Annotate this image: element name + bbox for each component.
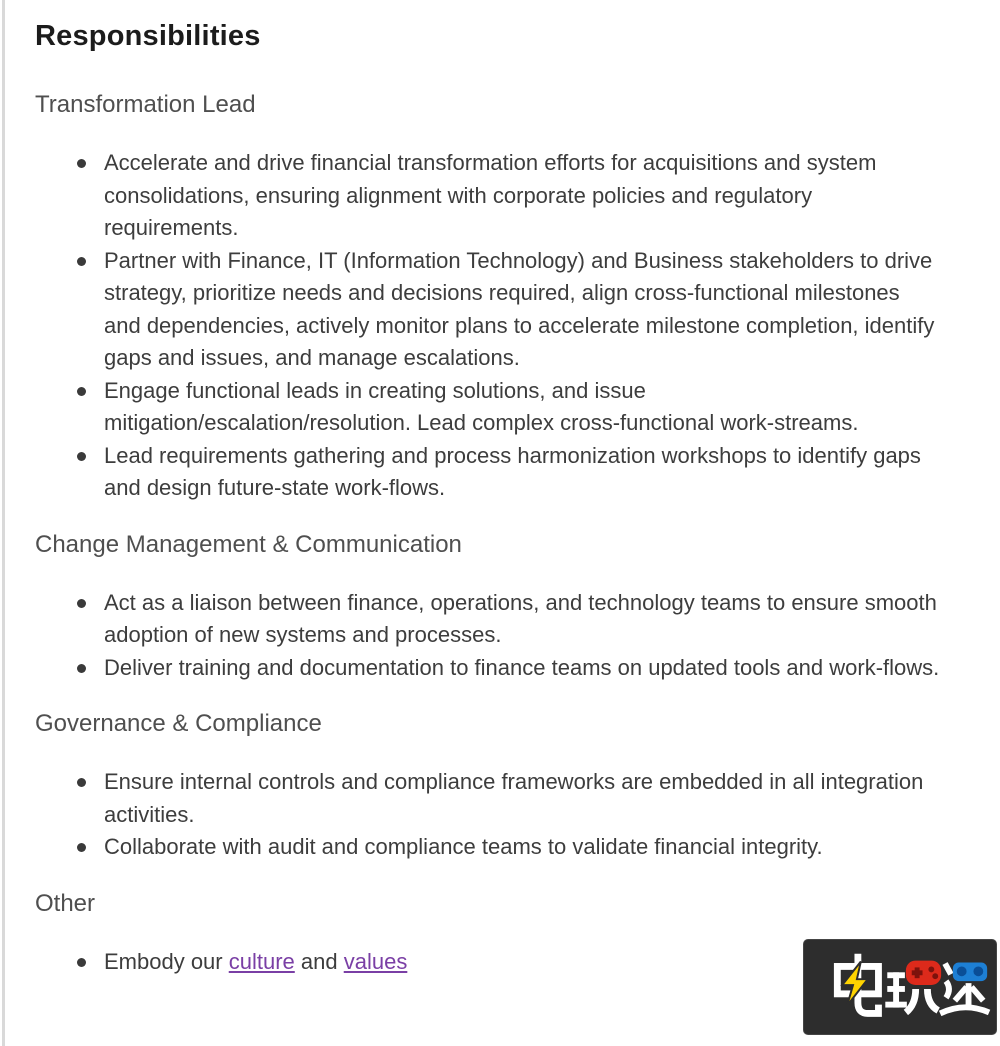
section-heading-other: Other (35, 889, 96, 917)
list-item: Partner with Finance, IT (Information Technology) and Business stakeholders to drive strategy, prioritize needs and decisions required, align cross-functional milestones and dependencies, actively monitor plans to accelerate milestone completion, identify gaps and issues, and manage escalations. (104, 245, 940, 375)
page-title: Responsibilities (35, 20, 261, 52)
values-link[interactable]: values (343, 948, 408, 974)
other-bullet-prefix: Embody our (104, 948, 229, 974)
list-item: Act as a liaison between finance, operations, and technology teams to ensure smooth adoption of new systems and processes. (104, 587, 940, 652)
watermark-logo-graphic (804, 940, 996, 1034)
bullet-list-change-management (35, 587, 970, 685)
bullet-list-governance-compliance (35, 766, 970, 864)
other-bullet-middle: and (294, 948, 344, 974)
list-item: Accelerate and drive financial transformation efforts for acquisitions and system consolidations, ensuring alignment with corporate policies and regulatory requirements. (104, 147, 940, 245)
list-item: Lead requirements gathering and process harmonization workshops to identify gaps and design future-state work-flows. (104, 440, 940, 505)
watermark-logo (803, 939, 997, 1035)
list-item: Deliver training and documentation to finance teams on updated tools and work-flows. (104, 652, 940, 685)
glyph-wan (885, 972, 907, 1007)
list-item: Ensure internal controls and compliance frameworks are embedded in all integration activities. (104, 766, 940, 831)
vr-goggles-icon (953, 963, 987, 982)
culture-link[interactable]: culture (228, 948, 295, 974)
section-heading-transformation-lead: Transformation Lead (35, 91, 256, 118)
section-heading-change-management: Change Management & Communication (35, 530, 462, 558)
section-heading-governance-compliance: Governance & Compliance (35, 710, 322, 737)
list-item: Engage functional leads in creating solutions, and issue mitigation/escalation/resolution. Lead complex cross-functional work-streams. (104, 375, 940, 440)
page-left-border (2, 0, 5, 1046)
list-item: Collaborate with audit and compliance teams to validate financial integrity. (104, 831, 940, 864)
bullet-list-transformation-lead (35, 147, 970, 505)
glyph-wan-legs (906, 989, 938, 1013)
gamepad-icon (906, 961, 941, 985)
